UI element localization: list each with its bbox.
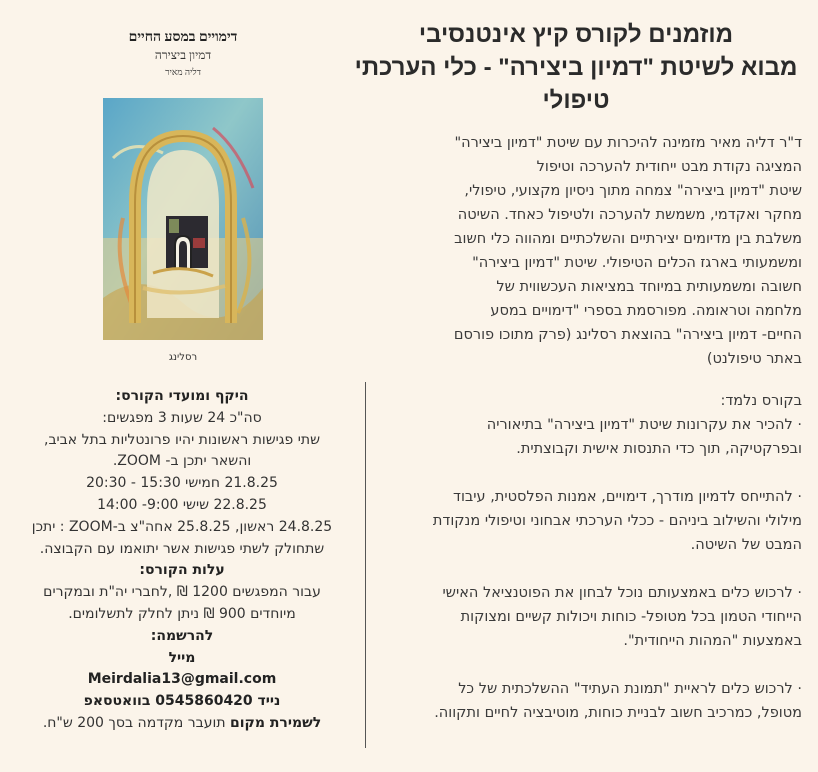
book-cover-area	[8, 30, 358, 364]
intro-line: משלבת בין מדיומים יצירתיים והשלכתיים ומהווה כלי חשוב	[454, 231, 802, 247]
mail-label: מייל	[168, 649, 196, 666]
bullet-line: · להתייחס לדמיון מודרך, דימויים, אמנות הפלסטית, עיבוד	[453, 489, 802, 505]
bullet-line: ובפרקטיקה, תוך כדי התנסות אישית וקבוצתית.	[516, 441, 802, 457]
bullet-line: · לרכוש כלים באמצעותם נוכל לבחון את הפוטנציאל האישי	[442, 585, 802, 601]
schedule-line: 22.8.25 שישי 9:00- 14:00	[97, 496, 267, 513]
intro-line: חשובה ומשמעותית במיוחד במציאות העכשווית של	[496, 279, 802, 295]
learn-bullet	[350, 413, 802, 461]
cost-line: מיוחדים 900 ₪ ניתן לחלק לתשלומים.	[68, 605, 296, 622]
schedule-line: שתחולק לשתי פגישות אשר יתואמו עם הקבוצה.	[39, 540, 325, 557]
schedule-line: 21.8.25 חמישי 15:30 - 20:30	[86, 475, 278, 492]
intro-line: המציגה נקודת מבט ייחודית להערכה וטיפול	[536, 159, 802, 175]
learn-heading: בקורס נלמד:	[720, 393, 802, 409]
reserve-label: לשמירת מקום	[229, 714, 322, 731]
reservation-note	[4, 713, 360, 735]
learn-bullet	[350, 485, 802, 557]
intro-line: ד"ר דליה מאיר מזמינה להיכרות עם שיטת "דמיון ביצירה"	[454, 135, 802, 151]
reserve-text: תועבר מקדמה בסך 200 ש"ח.	[42, 714, 230, 731]
book-subtitle: דמיון ביצירה	[154, 48, 212, 62]
intro-line: ומשמעותי בארגז הכלים הטיפולי. שיטת "דמיון ביצירה"	[472, 255, 802, 271]
book-cover-painting	[103, 98, 263, 340]
intro-paragraph	[350, 131, 802, 371]
bullet-line: באמצעות "המהות הייחודית".	[623, 633, 802, 649]
learn-bullet	[350, 581, 802, 653]
course-details	[4, 386, 360, 735]
schedule-line: 24.8.25 ראשון, 25.8.25 אחה"צ ב-ZOOM : יתכן	[31, 518, 333, 535]
intro-line: שיטת "דמיון ביצירה" צמחה מתוך ניסיון מקצועי, טיפולי,	[464, 183, 802, 199]
bullet-line: מילולי והשילוב ביניהם - ככלי הערכתי אבחוני וטיפולי מנקודת	[432, 513, 802, 529]
phone-number[interactable]: נייד 0545860420 בוואטסאפ	[83, 693, 281, 710]
intro-line: מחקר ואקדמי, משמשת להערכה ולטיפול כאחד. השיטה	[457, 207, 802, 223]
cost-line: עבור המפגשים 1200 ₪ ,לחברי יה"ת ובמקרים	[43, 584, 321, 601]
bullet-line: · לרכוש כלים לראיית "תמונת העתיד" ההשלכתית של כל	[458, 681, 802, 697]
scope-line: והשאר יתכן ב- ZOOM.	[112, 453, 252, 470]
intro-line: מלחמה וטראומה. מפורסמת בספרי "דימויים במסע	[490, 303, 802, 319]
book-author: דליה מאיר	[165, 67, 201, 77]
publisher-logo: רסלינג	[168, 352, 198, 363]
email-link[interactable]: Meirdalia13@gmail.com	[87, 671, 277, 688]
register-heading: להרשמה:	[150, 627, 214, 644]
book-title: דימויים במסע החיים	[128, 30, 238, 45]
bullet-line: · להכיר את עקרונות שיטת "דמיון ביצירה" בתיאוריה	[486, 417, 802, 433]
learn-bullet	[350, 677, 802, 725]
title-line: מבוא לשיטת "דמיון ביצירה" - כלי הערכתי	[354, 54, 798, 81]
course-description-column	[350, 18, 802, 725]
scope-heading: היקף ומועדי הקורס:	[115, 388, 249, 404]
bullet-line: מטופל, כמרכיב חשוב לבניית כוחות, מוטיבציה לחיים ותקווה.	[434, 705, 802, 721]
bullet-line: הייחודי הטמון בכל מטופל- כוחות ויכולות קשיים ומצוקות	[460, 609, 802, 625]
intro-line: באתר טיפולנט)	[706, 351, 802, 367]
intro-line: החיים- דמיון ביצירה" בהוצאת רסלינג (פרק מתוכו פורסם	[453, 327, 802, 343]
title-line: מוזמנים לקורס קיץ אינטנסיבי	[418, 21, 734, 48]
cost-heading: עלות הקורס:	[139, 562, 225, 579]
column-divider	[365, 382, 366, 748]
title-line: טיפולי	[542, 87, 610, 114]
bullet-line: המבט של השיטה.	[690, 537, 802, 553]
scope-line: שתי פגישות ראשונות יהיו פרונטליות בתל אביב,	[44, 431, 320, 448]
course-title	[350, 18, 802, 117]
scope-line: סה"כ 24 שעות 3 מפגשים:	[102, 409, 262, 426]
